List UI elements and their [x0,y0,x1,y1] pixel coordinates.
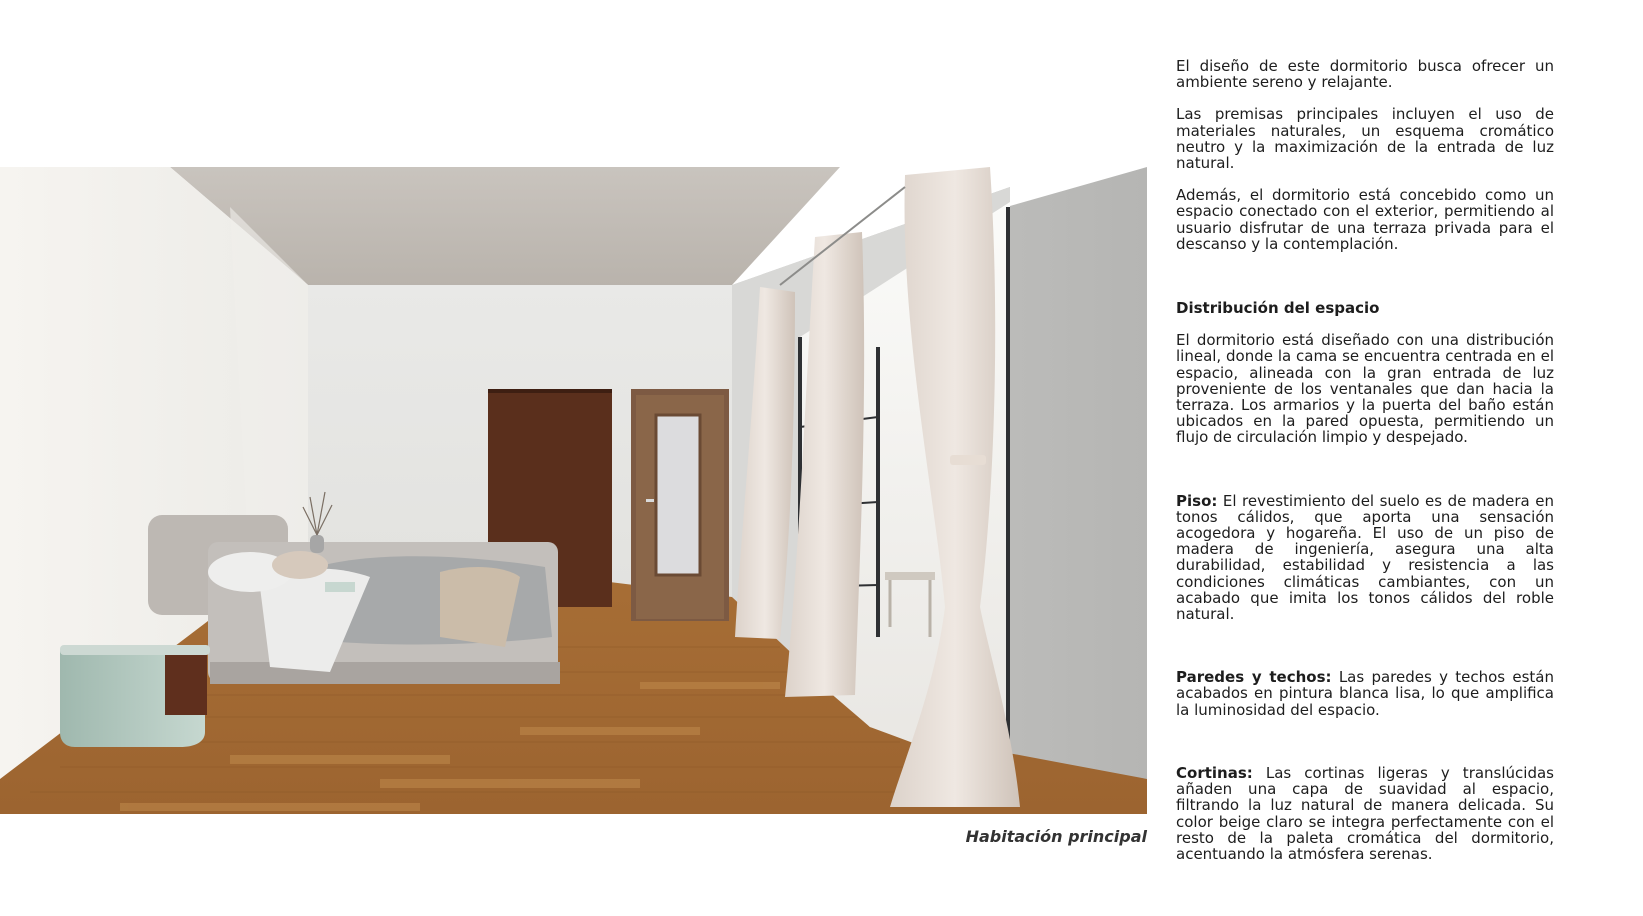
intro-paragraph-3: Además, el dormitorio está concebido como un espacio conectado con el exterior, permitiendo al usuario disfrutar de una terraza privada para el descanso y la contemplación. [1176,186,1554,253]
curtains-text: Las cortinas ligeras y translúcidas añaden una capa de suavidad al espacio, filtrando la luz natural de manera delicada. Su color beige claro se integra perfectamente con el resto de la paleta cromática del dormitorio, acentuando la atmósfera serenas. [1176,763,1554,863]
walls-paragraph [1176,669,1554,718]
intro-paragraph-1: El diseño de este dormitorio busca ofrecer un ambiente sereno y relajante. [1176,57,1554,92]
curtains-paragraph [1176,765,1554,862]
distribution-paragraph: El dormitorio está diseñado con una distribución lineal, donde la cama se encuentra centrada en el espacio, alineada con la gran entrada de luz proveniente de los ventanales que dan hacia la terraza. Los armarios y la puerta del baño están ubicados en la pared opuesta, permitiendo un flujo de circulación limpio y despejado. [1176,331,1554,447]
bedroom-render-image [0,167,1147,814]
floor-label: Piso: [1176,491,1218,510]
curtains-label: Cortinas: [1176,763,1253,782]
floor-paragraph [1176,493,1554,623]
walls-text: Las paredes y techos están acabados en pintura blanca lisa, lo que amplifica la luminosidad del espacio. [1176,668,1555,719]
image-caption: Habitación principal [965,827,1147,846]
floor-text: El revestimiento del suelo es de madera en tonos cálidos, que aporta una sensación acogedora y hogareña. El uso de un piso de madera de ingeniería, asegura una alta durabilidad, estabilidad y resistencia a las condiciones climáticas cambiantes, con un acabado que imita los tonos cálidos del roble natural. [1176,491,1554,624]
distribution-heading: Distribución del espacio [1176,299,1380,318]
description-column [1176,58,1554,862]
intro-paragraph-2: Las premisas principales incluyen el uso de materiales naturales, un esquema cromático neutro y la maximización de la entrada de luz natural. [1176,105,1554,173]
walls-label: Paredes y techos: [1176,668,1332,687]
